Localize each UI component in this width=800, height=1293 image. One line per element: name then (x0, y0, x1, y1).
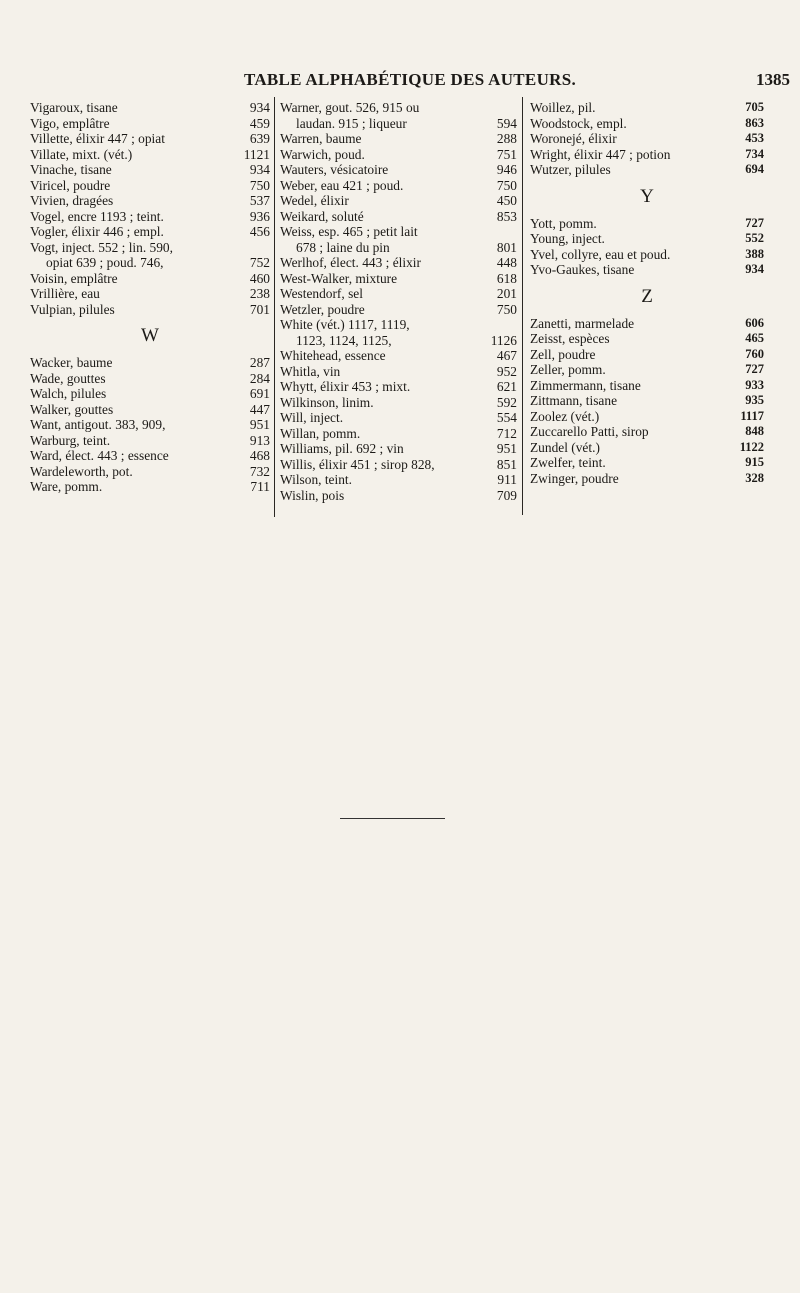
entry-page-ref: 848 (745, 424, 764, 438)
entry-text: Westendorf, sel (280, 286, 363, 301)
entry-page-ref: 1122 (739, 439, 764, 454)
entry-text: Vigaroux, tisane (30, 100, 118, 115)
entry-text: Weber, eau 421 ; poud. (280, 177, 404, 193)
entry-page-ref: 750 (249, 177, 270, 193)
index-entry (280, 116, 517, 132)
entry-page-ref: 727 (745, 215, 764, 230)
entry-text: Vogler, élixir 446 ; empl. (30, 224, 164, 239)
entry-text: Ward, élect. 443 ; essence (30, 448, 169, 463)
entry-page-ref: 1121 (243, 146, 270, 162)
entry-text: Wacker, baume (30, 355, 113, 370)
index-entry (280, 162, 517, 178)
entry-text: Wilson, teint. (280, 472, 352, 487)
entry-text: Will, inject. (280, 410, 344, 425)
index-entry (280, 286, 517, 302)
index-entry (30, 162, 270, 178)
index-column-1 (30, 100, 270, 495)
entry-text: Vrillière, eau (30, 286, 100, 301)
entry-page-ref: 537 (249, 193, 270, 208)
entry-text: Willis, élixir 451 ; sirop 828, (280, 456, 435, 472)
entry-text: Weikard, soluté (280, 208, 364, 224)
entry-text: Yvel, collyre, eau et poud. (530, 246, 671, 262)
entry-page-ref: 750 (496, 301, 517, 317)
entry-page-ref: 727 (745, 362, 764, 376)
entry-text: Woillez, pil. (530, 100, 596, 115)
entry-page-ref: 951 (496, 441, 517, 456)
index-entry (30, 271, 270, 287)
entry-text: Zeisst, espèces (530, 331, 610, 346)
entry-text: Whytt, élixir 453 ; mixt. (280, 379, 411, 394)
entry-text: Vinache, tisane (30, 162, 112, 177)
index-entry (30, 131, 270, 147)
entry-page-ref: 751 (496, 146, 517, 162)
entry-text: Whitehead, essence (280, 348, 386, 363)
entry-page-ref: 750 (496, 177, 517, 193)
entry-text: Zimmermann, tisane (530, 377, 641, 393)
index-column-2 (280, 100, 517, 503)
index-entry (30, 209, 270, 225)
index-entry (30, 479, 270, 495)
entry-text: Yott, pomm. (530, 215, 597, 231)
entry-page-ref: 594 (496, 115, 517, 131)
index-entry (30, 240, 270, 256)
index-entry (530, 378, 764, 394)
entry-text: Wutzer, pilules (530, 162, 611, 177)
entry-page-ref: 913 (249, 432, 270, 448)
index-entry (30, 116, 270, 132)
index-entry (30, 417, 270, 433)
column-divider (522, 97, 523, 515)
entry-text: Viricel, poudre (30, 177, 111, 193)
entry-text: Weiss, esp. 465 ; petit lait (280, 224, 418, 239)
column-divider (274, 97, 275, 517)
entry-page-ref: 459 (249, 115, 270, 131)
index-entry (30, 255, 270, 271)
entry-page-ref: 288 (496, 131, 517, 146)
index-entry (280, 488, 517, 504)
entry-text: Walker, gouttes (30, 401, 114, 417)
index-entry (530, 331, 764, 347)
index-entry (280, 178, 517, 194)
entry-text: Zwelfer, teint. (530, 455, 606, 470)
entry-page-ref: 933 (745, 377, 764, 392)
entry-text: Vivien, dragées (30, 193, 114, 208)
index-entry (530, 362, 764, 378)
section-letter-w: W (141, 325, 159, 346)
entry-page-ref: 284 (249, 370, 270, 386)
index-entry (530, 147, 764, 163)
entry-text: laudan. 915 ; liqueur (296, 115, 407, 131)
entry-page-ref: 752 (249, 255, 270, 270)
entry-text: Vigo, emplâtre (30, 115, 110, 131)
index-entry (280, 147, 517, 163)
page-number: 1385 (756, 70, 790, 89)
index-entry (530, 455, 764, 471)
entry-page-ref: 621 (496, 379, 517, 394)
index-entry (530, 162, 764, 178)
index-entry (280, 410, 517, 426)
entry-page-ref: 734 (745, 146, 764, 161)
entry-text: Zuccarello Patti, sirop (530, 424, 649, 439)
index-entry (30, 371, 270, 387)
index-entry (280, 472, 517, 488)
index-entry (30, 448, 270, 464)
entry-text: Warwich, poud. (280, 146, 365, 162)
entry-page-ref: 1126 (490, 332, 517, 348)
index-entry (530, 316, 764, 332)
index-entry (280, 364, 517, 380)
page-title: TABLE ALPHABÉTIQUE DES AUTEURS. (243, 70, 577, 89)
entry-text: Wauters, vésicatoire (280, 162, 389, 177)
entry-page-ref: 701 (249, 301, 270, 317)
entry-page-ref: 639 (249, 131, 270, 146)
entry-text: Vogt, inject. 552 ; lin. 590, (30, 239, 173, 255)
entry-text: Zeller, pomm. (530, 362, 606, 377)
entry-text: Warburg, teint. (30, 432, 111, 448)
index-entry (30, 100, 270, 116)
entry-page-ref: 388 (745, 246, 764, 261)
entry-text: Vulpian, pilules (30, 301, 115, 317)
entry-page-ref: 863 (745, 115, 764, 130)
entry-page-ref: 709 (496, 487, 517, 503)
entry-text: Willan, pomm. (280, 425, 361, 441)
entry-text: Zwinger, poudre (530, 470, 619, 486)
index-entry (530, 440, 764, 456)
entry-page-ref: 618 (496, 270, 517, 286)
index-entry (280, 333, 517, 349)
entry-text: Warner, gout. 526, 915 ou (280, 100, 420, 115)
entry-page-ref: 911 (497, 472, 517, 487)
entry-text: Voisin, emplâtre (30, 270, 118, 286)
entry-page-ref: 935 (745, 393, 764, 407)
entry-page-ref: 460 (249, 270, 270, 286)
entry-page-ref: 851 (496, 456, 517, 472)
index-entry (530, 262, 764, 278)
index-entry (30, 193, 270, 209)
index-entry (530, 393, 764, 409)
entry-page-ref: 554 (496, 410, 517, 425)
entry-text: Walch, pilules (30, 386, 107, 401)
index-entry (530, 100, 764, 116)
index-entry (530, 471, 764, 487)
entry-text: Wedel, élixir (280, 193, 349, 208)
section-letter-y: Y (640, 185, 654, 207)
index-entry (280, 457, 517, 473)
entry-page-ref: 287 (249, 355, 270, 370)
end-rule (340, 818, 445, 819)
index-entry (280, 240, 517, 256)
entry-page-ref: 711 (250, 479, 270, 494)
entry-page-ref: 853 (496, 208, 517, 224)
index-entry (530, 216, 764, 232)
index-entry (280, 379, 517, 395)
entry-page-ref: 951 (249, 417, 270, 432)
entry-text: Williams, pil. 692 ; vin (280, 441, 404, 456)
entry-text: Woodstock, empl. (530, 115, 627, 131)
entry-page-ref: 450 (496, 193, 517, 208)
index-entry (530, 247, 764, 263)
entry-page-ref: 448 (496, 255, 517, 270)
entry-text: Wilkinson, linim. (280, 394, 374, 410)
entry-text: Wright, élixir 447 ; potion (530, 146, 671, 162)
page-header (30, 70, 790, 94)
entry-text: Zell, poudre (530, 346, 596, 362)
entry-text: Wislin, pois (280, 487, 345, 503)
index-entry (30, 402, 270, 418)
index-entry (280, 426, 517, 442)
entry-text: 678 ; laine du pin (296, 239, 390, 255)
entry-page-ref: 801 (496, 239, 517, 255)
index-entry (530, 424, 764, 440)
entry-page-ref: 238 (249, 286, 270, 301)
entry-text: 1123, 1124, 1125, (296, 332, 392, 348)
index-entry (280, 441, 517, 457)
entry-text: Wetzler, poudre (280, 301, 365, 317)
entry-page-ref: 712 (496, 425, 517, 441)
index-entry (280, 209, 517, 225)
index-entry (530, 347, 764, 363)
entry-text: Whitla, vin (280, 363, 341, 379)
index-entry (280, 255, 517, 271)
index-entry (30, 147, 270, 163)
entry-text: Zoolez (vét.) (530, 408, 600, 424)
entry-page-ref: 760 (745, 346, 764, 361)
entry-page-ref: 328 (745, 470, 764, 485)
index-entry (530, 116, 764, 132)
index-entry (30, 464, 270, 480)
entry-text: Young, inject. (530, 231, 605, 246)
index-entry (530, 409, 764, 425)
index-entry (30, 224, 270, 240)
index-entry (530, 131, 764, 147)
entry-page-ref: 465 (745, 331, 764, 345)
index-entry (280, 317, 517, 333)
entry-page-ref: 447 (249, 401, 270, 417)
entry-page-ref: 606 (745, 315, 764, 330)
index-entry (280, 395, 517, 411)
entry-page-ref: 453 (745, 131, 764, 145)
index-column-3 (530, 100, 764, 486)
index-entry (30, 178, 270, 194)
entry-text: Ware, pomm. (30, 479, 103, 494)
entry-page-ref: 732 (249, 463, 270, 479)
entry-page-ref: 934 (249, 162, 270, 177)
index-entry (280, 193, 517, 209)
entry-text: Want, antigout. 383, 909, (30, 417, 166, 432)
entry-page-ref: 694 (745, 162, 764, 176)
entry-text: White (vét.) 1117, 1119, (280, 317, 410, 332)
entry-page-ref: 691 (249, 386, 270, 401)
entry-text: Zittmann, tisane (530, 393, 618, 408)
entry-page-ref: 552 (745, 231, 764, 245)
entry-page-ref: 952 (496, 363, 517, 379)
entry-text: Woronejé, élixir (530, 131, 617, 146)
index-entry (280, 348, 517, 364)
index-entry (530, 231, 764, 247)
index-entry (30, 433, 270, 449)
entry-page-ref: 592 (496, 394, 517, 410)
entry-page-ref: 467 (496, 348, 517, 363)
entry-page-ref: 456 (249, 224, 270, 239)
index-entry (30, 302, 270, 318)
entry-text: Yvo-Gaukes, tisane (530, 262, 635, 277)
index-entry (280, 100, 517, 116)
index-entry (280, 131, 517, 147)
entry-page-ref: 934 (249, 100, 270, 115)
entry-text: Wade, gouttes (30, 370, 106, 386)
index-entry (30, 286, 270, 302)
entry-page-ref: 1117 (740, 408, 764, 423)
entry-text: Villate, mixt. (vét.) (30, 146, 133, 162)
index-entry (280, 302, 517, 318)
section-letter-z: Z (641, 285, 653, 307)
entry-page-ref: 468 (249, 448, 270, 463)
entry-page-ref: 915 (745, 455, 764, 469)
index-entry (30, 386, 270, 402)
entry-text: Werlhof, élect. 443 ; élixir (280, 255, 421, 270)
entry-page-ref: 934 (745, 262, 764, 276)
entry-text: Warren, baume (280, 131, 362, 146)
index-entry (280, 271, 517, 287)
index-entry (280, 224, 517, 240)
entry-text: Villette, élixir 447 ; opiat (30, 131, 165, 146)
entry-text: opiat 639 ; poud. 746, (46, 255, 164, 270)
entry-page-ref: 946 (496, 162, 517, 177)
entry-text: Zundel (vét.) (530, 439, 600, 455)
entry-text: Zanetti, marmelade (530, 315, 635, 331)
entry-page-ref: 201 (496, 286, 517, 301)
entry-text: Wardeleworth, pot. (30, 463, 133, 479)
entry-text: Vogel, encre 1193 ; teint. (30, 208, 164, 224)
entry-page-ref: 705 (745, 100, 764, 114)
entry-page-ref: 936 (249, 208, 270, 224)
entry-text: West-Walker, mixture (280, 270, 398, 286)
index-entry (30, 355, 270, 371)
